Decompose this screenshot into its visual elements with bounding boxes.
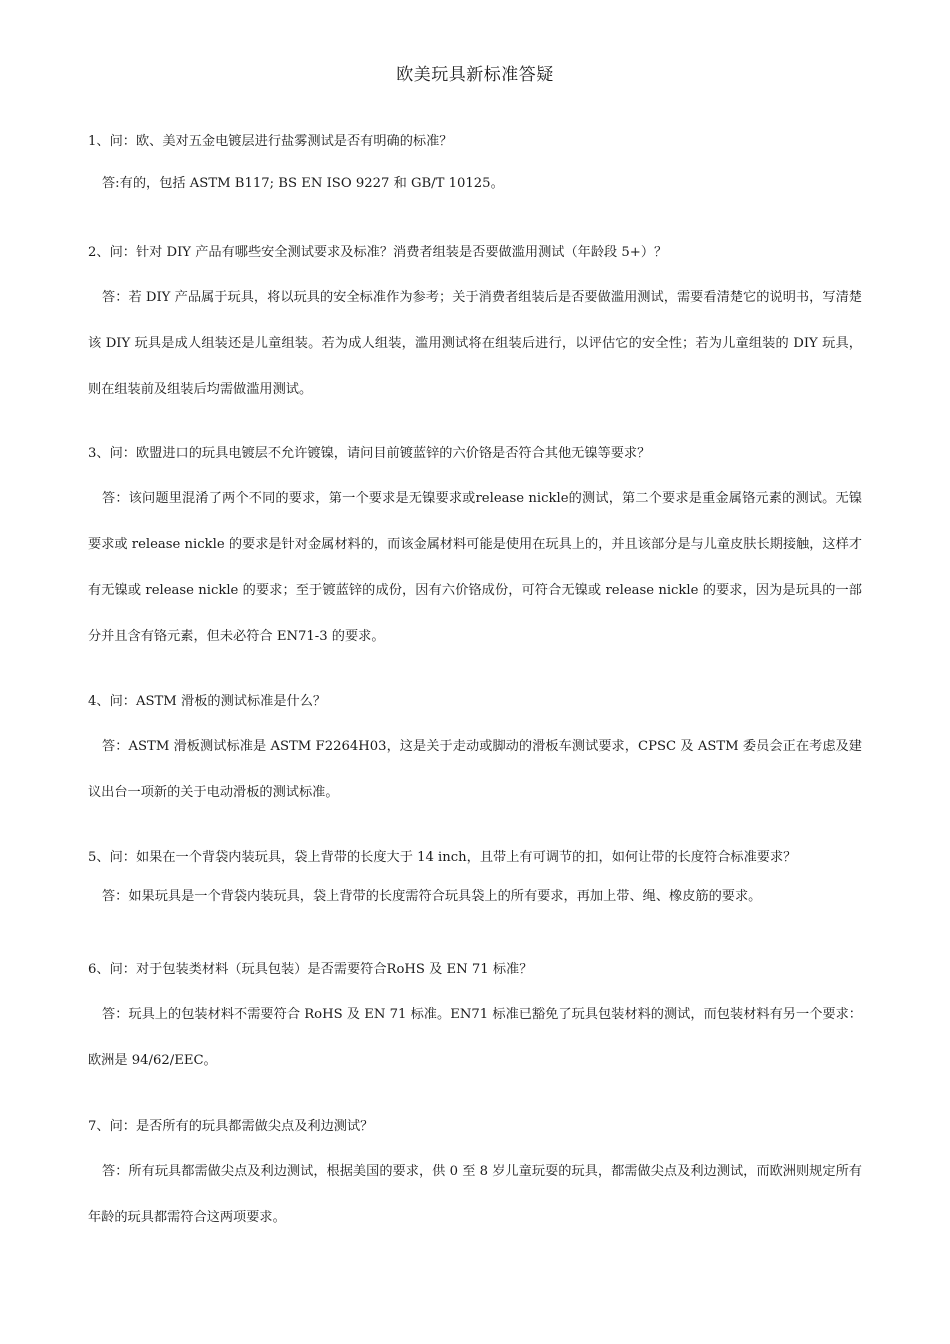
answer-4: 答：ASTM 滑板测试标准是 ASTM F2264H03，这是关于走动或脚动的滑板车测试要求，CPSC 及 ASTM 委员会正在考虑及建议出台一项新的关于电动滑板的测试标准。 [88,739,862,800]
question-4: 4、问：ASTM 滑板的测试标准是什么？ [88,694,327,709]
qa-item-5 [88,848,862,912]
qa-item-6 [88,960,862,1084]
answer-5: 答：如果玩具是一个背袋内装玩具，袋上背带的长度需符合玩具袋上的所有要求，再加上带、绳、橡皮筋的要求。 [102,889,762,904]
question-1: 1、问：欧、美对五金电镀层进行盐雾测试是否有明确的标准？ [88,134,453,149]
answer-1: 答:有的，包括 ASTM B117; BS EN ISO 9227 和 GB/T 10125。 [102,176,504,191]
question-7: 7、问：是否所有的玩具都需做尖点及利边测试？ [88,1119,374,1134]
document-title: 欧美玩具新标准答疑 [396,65,554,85]
qa-item-7 [88,1117,862,1241]
answer-7: 答：所有玩具都需做尖点及利边测试，根据美国的要求，供 0 至 8 岁儿童玩耍的玩具，都需做尖点及利边测试，而欧洲则规定所有年龄的玩具都需符合这两项要求。 [88,1164,862,1225]
qa-item-3 [88,444,862,660]
question-6: 6、问：对于包装类材料（玩具包装）是否需要符合RoHS 及 EN 71 标准？ [88,962,533,977]
answer-6: 答：玩具上的包装材料不需要符合 RoHS 及 EN 71 标准。EN71 标准已豁免了玩具包装材料的测试，而包装材料有另一个要求：欧洲是 94/62/EEC。 [88,1007,862,1068]
qa-item-4 [88,692,862,816]
question-5: 5、问：如果在一个背袋内装玩具，袋上背带的长度大于 14 inch，且带上有可调节的扣，如何让带的长度符合标准要求？ [88,850,797,865]
qa-item-2 [88,243,862,413]
question-3: 3、问：欧盟进口的玩具电镀层不允许镀镍，请问目前镀蓝锌的六价铬是否符合其他无镍等要求？ [88,446,651,461]
answer-3: 答：该问题里混淆了两个不同的要求，第一个要求是无镍要求或release nickle的测试，第二个要求是重金属铬元素的测试。无镍要求或 release nickle 的要求是针对金属材料的，而该金属材料可能是使用在玩具上的，并且该部分是与儿童皮肤长期接触，这样才有无镍或 release nickle 的要求；至于镀蓝锌的成份，因有六价铬成份，可符合无镍或 release nickle 的要求，因为是玩具的一部分并且含有铬元素，但未必符合 EN71-3 的要求。 [88,491,862,644]
answer-2: 答：若 DIY 产品属于玩具，将以玩具的安全标准作为参考；关于消费者组装后是否要做滥用测试，需要看清楚它的说明书，写清楚该 DIY 玩具是成人组装还是儿童组装。若为成人组装，滥用测试将在组装后进行，以评估它的安全性；若为儿童组装的 DIY 玩具，则在组装前及组装后均需做滥用测试。 [88,290,862,397]
question-2: 2、问：针对 DIY 产品有哪些安全测试要求及标准？消费者组装是否要做滥用测试（年龄段 5+）？ [88,245,668,260]
qa-item-1 [88,132,862,199]
